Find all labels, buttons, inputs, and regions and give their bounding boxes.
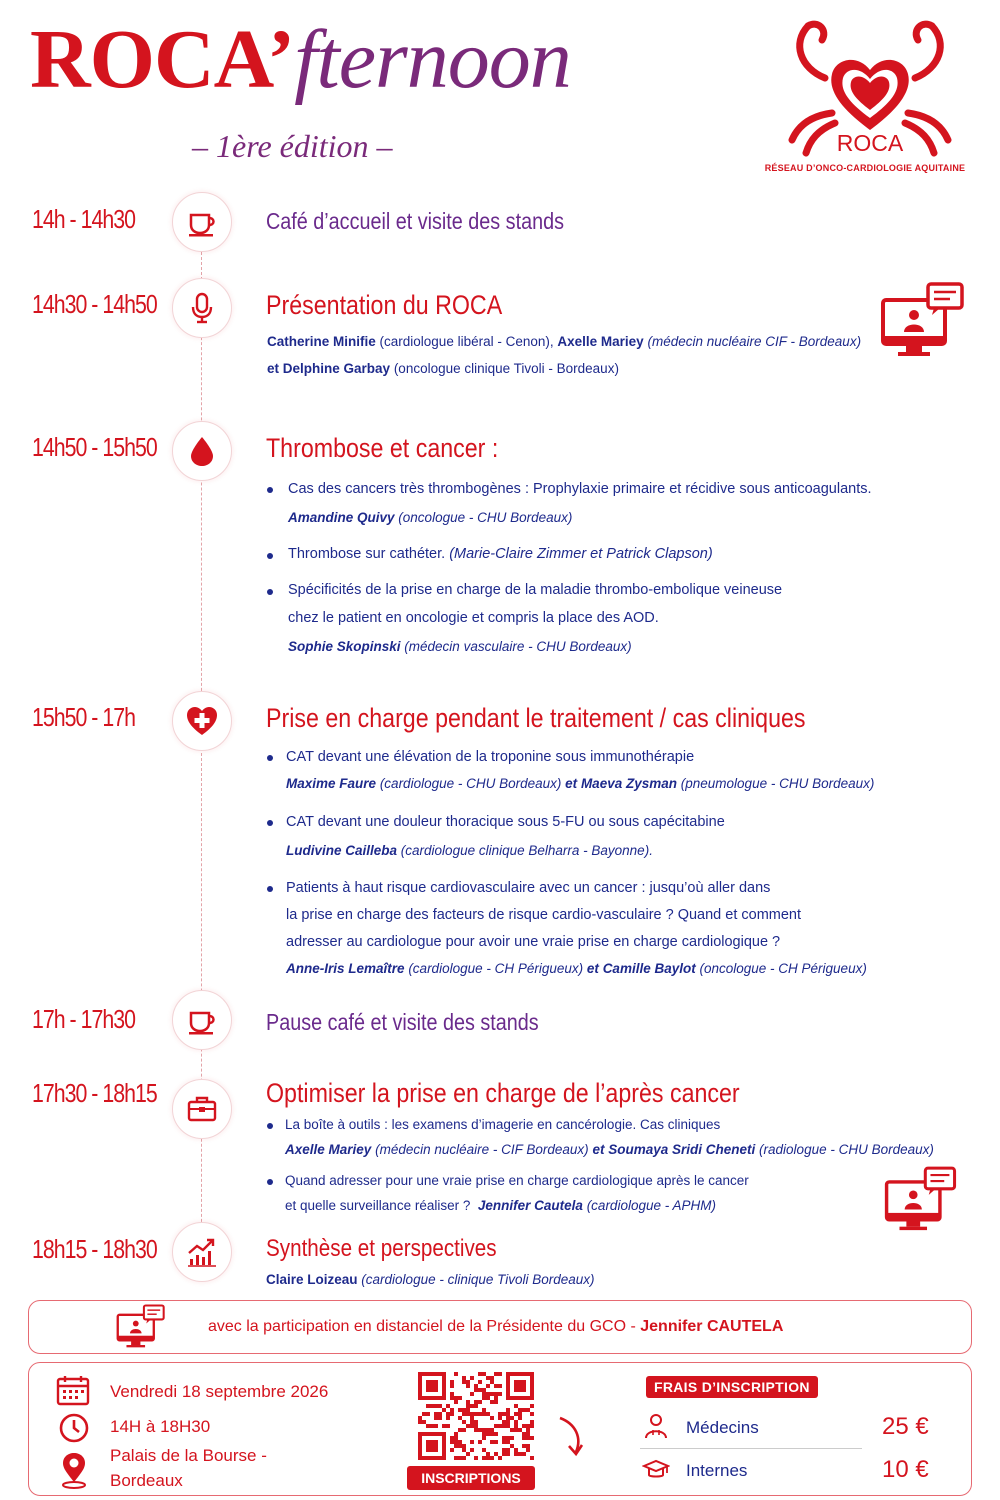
fees-title: FRAIS D’INSCRIPTION [646, 1376, 818, 1398]
fee-doctors-price: 25 € [882, 1413, 929, 1440]
topic-text: Cas des cancers très thrombogènes : Prophylaxie primaire et récidive sous anticoagulants. [288, 481, 872, 497]
topic-speakers [286, 843, 653, 858]
doctor-icon [644, 1413, 668, 1439]
qr-code[interactable] [418, 1372, 534, 1460]
speaker-name: Axelle Mariey [285, 1142, 372, 1157]
microphone-icon [172, 278, 232, 338]
topic-text: CAT devant une douleur thoracique sous 5-FU ou sous capécitabine [286, 814, 725, 830]
logo-subtitle: RÉSEAU D’ONCO-CARDIOLOGIE AQUITAINE [764, 163, 966, 173]
section-title-break: Pause café et visite des stands [266, 1009, 539, 1035]
speaker-role: (cardiologue - clinique Tivoli Bordeaux) [361, 1272, 595, 1287]
topic-text: Thrombose sur cathéter. (Marie-Claire Zimmer et Patrick Clapson) [288, 546, 713, 562]
page-title [30, 13, 571, 106]
speaker-role: (oncologue clinique Tivoli - Bordeaux) [393, 361, 619, 376]
speaker-name: Axelle Mariey [557, 334, 644, 349]
speaker-role: (pneumologue - CHU Bordeaux) [680, 776, 875, 791]
topic-speakers: Axelle Mariey (médecin nucléaire - CIF Bordeaux) et Soumaya Sridi Cheneti (radiologue - CHU Bordeaux) [285, 1142, 934, 1157]
speaker-name: Amandine Quivy [288, 510, 395, 525]
topic-text: adresser au cardiologue pour avoir une vraie prise en charge cardiologique ? [286, 934, 781, 950]
bullet-dot [267, 589, 273, 595]
event-place-line2: Bordeaux [110, 1471, 183, 1490]
speaker-name: Soumaya Sridi Cheneti [608, 1142, 756, 1157]
speaker-role: (Marie-Claire Zimmer et Patrick Clapson) [449, 546, 713, 562]
topic-text: la prise en charge des facteurs de risque cardio-vasculaire ? Quand et comment [286, 907, 802, 923]
topic-text: chez le patient en oncologie et compris la place des AOD. [288, 610, 659, 626]
coffee-cup-icon [172, 990, 232, 1050]
time-slot-2: 14h30 - 14h50 [32, 289, 157, 319]
growth-chart-icon [172, 1222, 232, 1282]
topic-speakers [266, 1272, 595, 1287]
bullet-dot [267, 1123, 273, 1129]
coffee-cup-icon [172, 192, 232, 252]
medical-heart-icon [172, 691, 232, 751]
speaker-name: Camille Baylot [602, 961, 696, 976]
time-slot-1: 14h - 14h30 [32, 204, 135, 234]
speaker-role: (médecin vasculaire - CHU Bordeaux) [404, 639, 632, 654]
topic-speakers [288, 510, 572, 525]
section-title-thrombosis: Thrombose et cancer : [266, 433, 499, 463]
bullet-dot [267, 553, 273, 559]
bullet-dot [267, 886, 273, 892]
speaker-name: Maeva Zysman [580, 776, 677, 791]
calendar-icon [56, 1374, 90, 1406]
topic-text: CAT devant une élévation de la troponine sous immunothérapie [286, 749, 695, 765]
event-place-line1: Palais de la Bourse - [110, 1446, 267, 1465]
toolbox-icon [172, 1079, 232, 1139]
topic-text: Spécificités de la prise en charge de la maladie thrombo-embolique veineuse [288, 582, 783, 598]
title-afternoon: fternoon [294, 13, 571, 106]
section-title-treatment: Prise en charge pendant le traitement / cas cliniques [266, 703, 806, 733]
event-date: Vendredi 18 septembre 2026 [110, 1382, 329, 1401]
participation-text: avec la participation en distanciel de la Présidente du GCO - Jennifer CAUTELA [208, 1318, 784, 1335]
video-conference-icon [116, 1304, 166, 1350]
time-slot-3: 14h50 - 15h50 [32, 432, 157, 462]
bullet-dot [267, 487, 273, 493]
logo-name: ROCA [836, 130, 904, 156]
bullet-dot [267, 755, 273, 761]
section-title-synthesis: Synthèse et perspectives [266, 1235, 497, 1262]
event-hours: 14H à 18H30 [110, 1417, 211, 1436]
video-conference-icon [884, 1166, 958, 1234]
time-slot-5: 17h - 17h30 [32, 1004, 135, 1034]
section-title-welcome: Café d’accueil et visite des stands [266, 208, 564, 234]
speaker-role: (cardiologue - CH Périgueux) [408, 961, 584, 976]
topic-speakers: et quelle surveillance réaliser ? Jennifer Cautela (cardiologue - APHM) [285, 1198, 716, 1213]
fee-interns-label: Internes [686, 1461, 748, 1480]
speaker-role: (cardiologue - CHU Bordeaux) [379, 776, 562, 791]
topic-text: Patients à haut risque cardiovasculaire avec un cancer : jusqu’où aller dans [286, 880, 771, 896]
time-slot-7: 18h15 - 18h30 [32, 1234, 157, 1264]
speaker-name: Jennifer Cautela [477, 1198, 583, 1213]
speaker-role: (médecin nucléaire - CIF Bordeaux) [375, 1142, 589, 1157]
speaker-name: et Delphine Garbay [267, 361, 391, 376]
speaker-name: Claire Loizeau [266, 1272, 358, 1287]
title-roca: ROCA’ [30, 13, 295, 106]
topic-speakers: Anne-Iris Lemaître (cardiologue - CH Périgueux) et Camille Baylot (oncologue - CH Périgueux) [286, 961, 867, 976]
clock-icon [58, 1412, 90, 1444]
topic-speakers: Maxime Faure (cardiologue - CHU Bordeaux) et Maeva Zysman (pneumologue - CHU Bordeaux) [286, 776, 875, 791]
speaker-name: Anne-Iris Lemaître [286, 961, 405, 976]
bullet-dot [267, 1179, 273, 1185]
speaker-role: (cardiologue clinique Belharra - Bayonne). [400, 843, 653, 858]
fee-interns-price: 10 € [882, 1456, 929, 1483]
speaker-name: Maxime Faure [286, 776, 377, 791]
topic-speakers [288, 639, 632, 654]
speaker-name: Catherine Minifie [267, 334, 376, 349]
video-conference-icon [880, 282, 966, 360]
section-title-after-cancer: Optimiser la prise en charge de l’après cancer [266, 1078, 740, 1108]
speaker-role: (cardiologue libéral - Cenon), [379, 334, 554, 349]
graduation-cap-icon [642, 1458, 670, 1482]
fee-doctors-label: Médecins [686, 1418, 759, 1437]
blood-drop-icon [172, 421, 232, 481]
president-name: Jennifer CAUTELA [640, 1318, 784, 1335]
inscriptions-button[interactable]: INSCRIPTIONS [407, 1466, 535, 1490]
speaker-role: (cardiologue - APHM) [586, 1198, 716, 1213]
fee-divider [640, 1448, 862, 1449]
speaker-role: (médecin nucléaire CIF - Bordeaux) [647, 334, 862, 349]
section-title-presentation: Présentation du ROCA [266, 290, 503, 320]
topic-text: Quand adresser pour une vraie prise en charge cardiologique après le cancer [285, 1173, 749, 1188]
edition-label: – 1ère édition – [192, 128, 393, 164]
speakers-line-2 [267, 361, 619, 376]
time-slot-4: 15h50 - 17h [32, 702, 135, 732]
topic-text: La boîte à outils : les examens d’imagerie en cancérologie. Cas cliniques [285, 1117, 721, 1132]
bullet-dot [267, 820, 273, 826]
time-slot-6: 17h30 - 18h15 [32, 1078, 157, 1108]
speaker-role: (radiologue - CHU Bordeaux) [759, 1142, 934, 1157]
speakers-line-1 [267, 334, 861, 349]
location-pin-icon [58, 1452, 90, 1490]
speaker-role: (oncologue - CHU Bordeaux) [398, 510, 573, 525]
curved-arrow-icon [556, 1414, 588, 1460]
speaker-name: Sophie Skopinski [288, 639, 401, 654]
speaker-role: (oncologue - CH Périgueux) [699, 961, 867, 976]
speaker-name: Ludivine Cailleba [286, 843, 398, 858]
